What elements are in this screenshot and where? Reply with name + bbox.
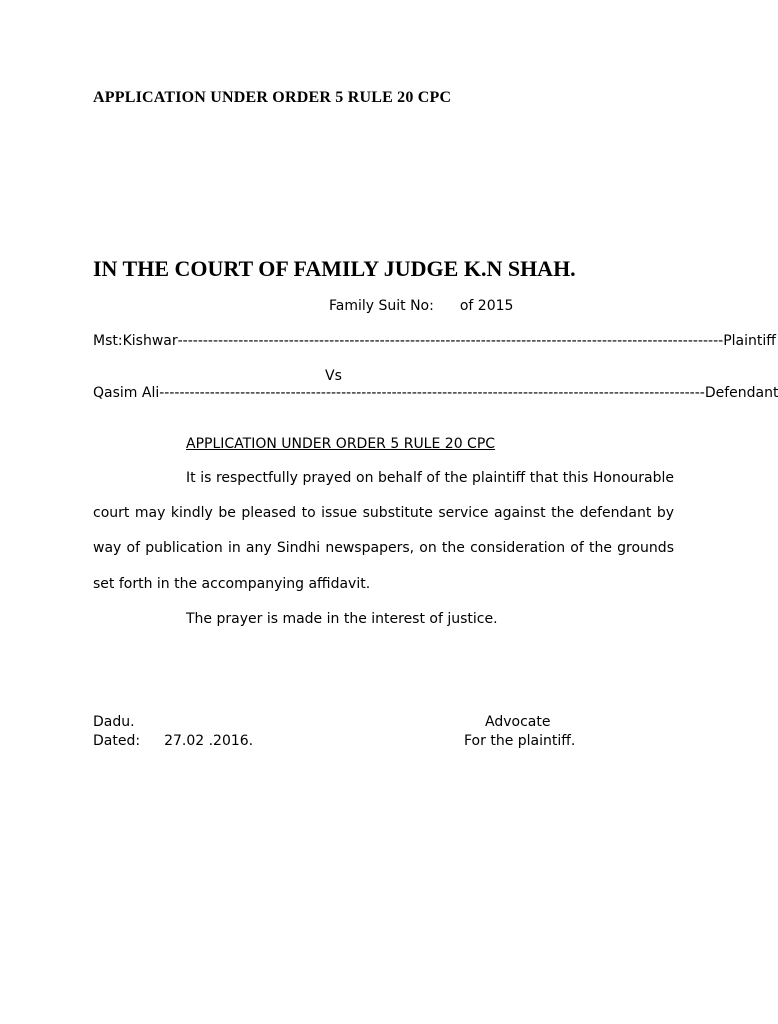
defendant-row (93, 385, 778, 401)
defendant-dash-leader: ------------------------------------------------------------------------------------------------------------ (159, 385, 705, 401)
suit-year: of 2015 (459, 298, 514, 314)
plaintiff-role: Plaintiff (723, 333, 776, 349)
top-heading: APPLICATION UNDER ORDER 5 RULE 20 CPC (93, 89, 452, 106)
advocate-label: Advocate (485, 714, 551, 730)
plaintiff-dash-leader: ------------------------------------------------------------------------------------------------------------ (177, 333, 724, 349)
date-line (93, 733, 253, 749)
date-value: 27.02 .2016. (164, 733, 254, 749)
application-subheading: APPLICATION UNDER ORDER 5 RULE 20 CPC (186, 436, 496, 452)
date-label: Dated: (93, 733, 141, 749)
defendant-name: Qasim Ali (93, 385, 160, 401)
plaintiff-name: Mst:Kishwar (93, 333, 178, 349)
place-label: Dadu. (93, 714, 135, 730)
defendant-role: Defendant (704, 385, 778, 401)
prayer-closing-line: The prayer is made in the interest of justice. (186, 611, 498, 627)
prayer-paragraph: It is respectfully prayed on behalf of the plaintiff that this Honourable court may kindly be pleased to issue substitute service against the defendant by way of publication in any Sindhi newspapers, on the consideration of the grounds set forth in the accompanying affidavit. (93, 470, 674, 592)
suit-number-line (329, 298, 513, 314)
court-title: IN THE COURT OF FAMILY JUDGE K.N SHAH. (93, 256, 576, 281)
for-plaintiff-label: For the plaintiff. (464, 733, 576, 749)
plaintiff-row (93, 333, 776, 349)
suit-number-label: Family Suit No: (329, 298, 434, 314)
versus-label: Vs (325, 368, 342, 384)
